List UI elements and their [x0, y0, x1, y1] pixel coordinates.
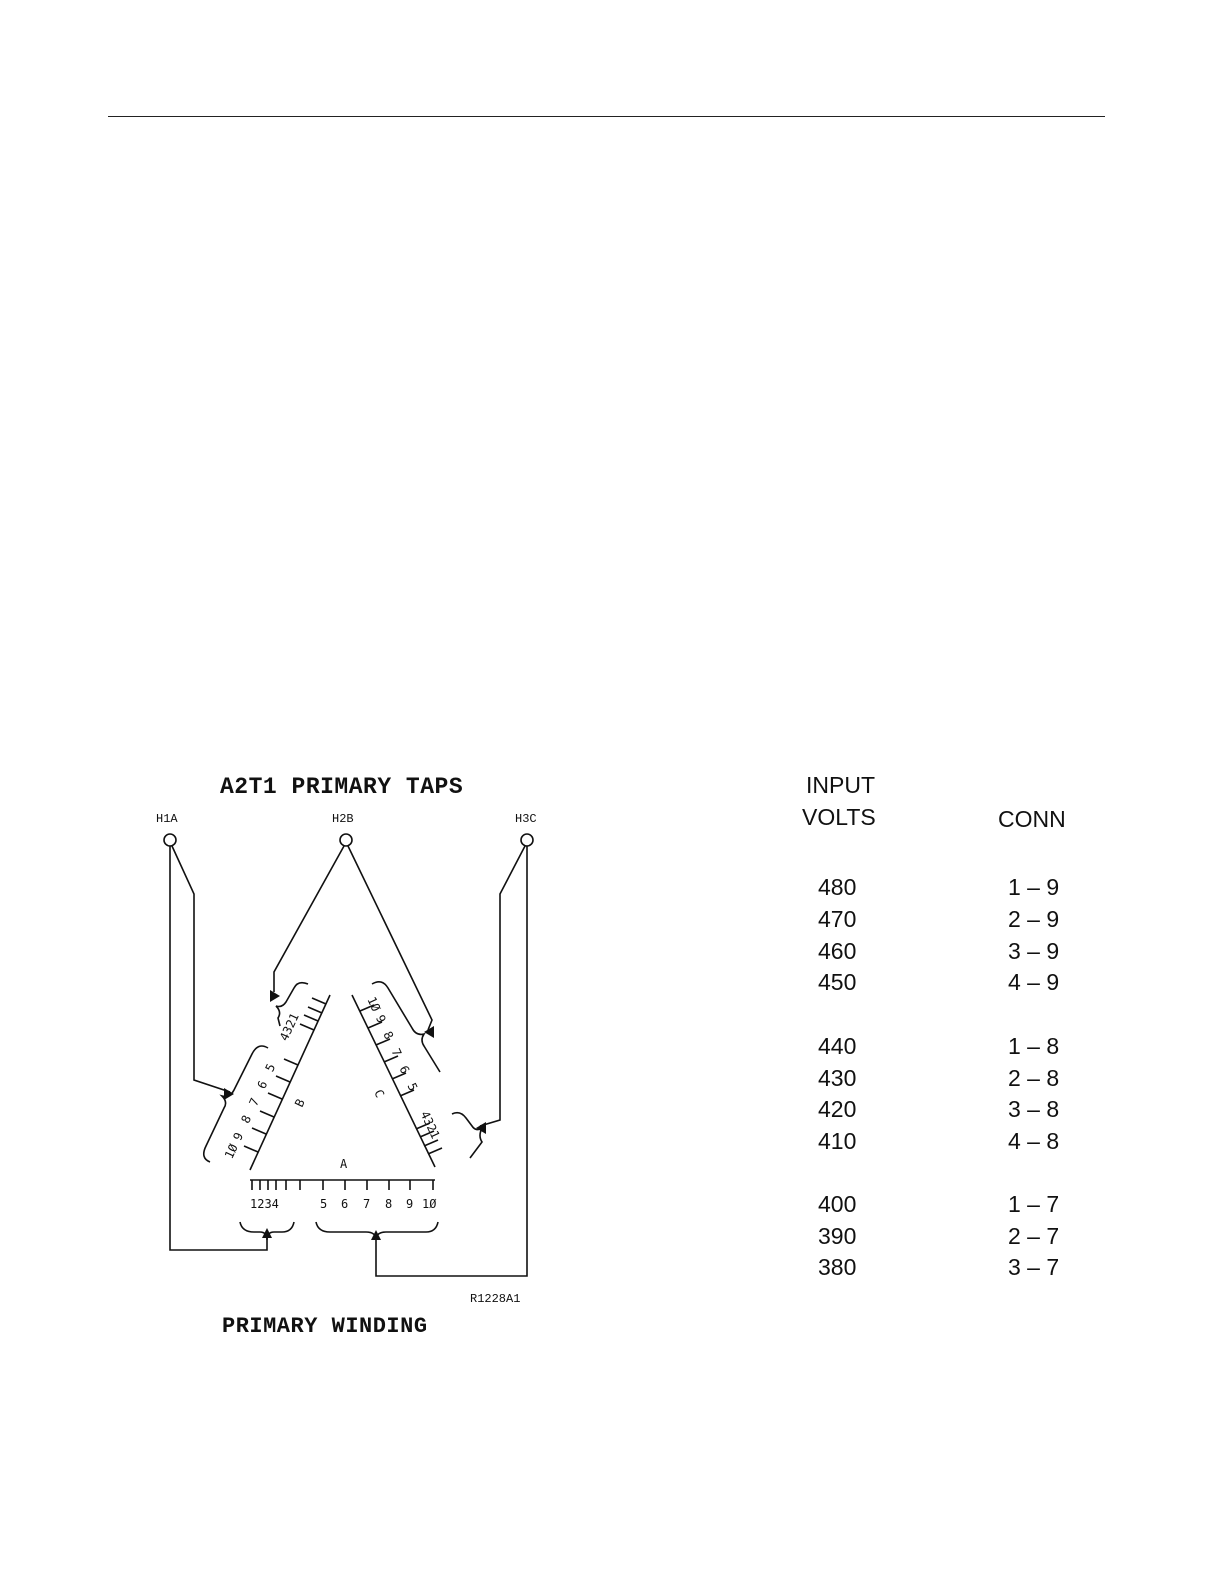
volts-cell: 380 — [818, 1254, 857, 1280]
table-row — [780, 874, 1110, 902]
tap-left-6: 6 — [254, 1078, 271, 1092]
primary-taps-diagram — [130, 770, 570, 1370]
tap-right-6: 6 — [396, 1063, 413, 1076]
diagram-title: A2T1 PRIMARY TAPS — [220, 774, 464, 800]
drawing-code: R1228A1 — [470, 1292, 521, 1306]
volts-cell: 410 — [818, 1128, 857, 1154]
tap-bottom-9: 9 — [406, 1197, 414, 1211]
table-row — [780, 906, 1110, 934]
diagram-footer: PRIMARY WINDING — [222, 1314, 428, 1339]
header-input: INPUT — [806, 772, 875, 798]
volts-cell: 440 — [818, 1033, 857, 1059]
header-volts: VOLTS — [802, 804, 876, 830]
terminal-h2b — [340, 834, 352, 846]
winding-a-ticks — [252, 1180, 433, 1190]
volts-cell: 450 — [818, 969, 857, 995]
winding-b-label: B — [292, 1096, 308, 1110]
volts-cell: 480 — [818, 874, 857, 900]
terminal-h3c-label: H3C — [515, 812, 537, 826]
table-row — [780, 1033, 1110, 1061]
h1a-wire-tap — [172, 846, 230, 1092]
terminal-h1a-label: H1A — [156, 812, 178, 826]
conn-cell: 4 – 9 — [1008, 969, 1060, 995]
arrow-h1a-tap — [224, 1088, 234, 1100]
volts-cell: 460 — [818, 938, 857, 964]
tap-bottom-8: 8 — [385, 1197, 393, 1211]
terminal-h2b-label: H2B — [332, 812, 354, 826]
conn-cell: 2 – 7 — [1008, 1223, 1060, 1249]
tap-bottom-5: 5 — [320, 1197, 328, 1211]
tap-bottom-7: 7 — [363, 1197, 371, 1211]
winding-c-label: C — [371, 1087, 388, 1100]
winding-c — [352, 995, 435, 1167]
arrow-h3c-bottom — [371, 1230, 381, 1240]
header-conn: CONN — [998, 806, 1066, 832]
tap-left-5: 5 — [262, 1061, 279, 1074]
tap-right-7: 7 — [388, 1046, 405, 1059]
table-row — [780, 1065, 1110, 1093]
tap-voltage-table — [780, 770, 1110, 1290]
table-row — [780, 1223, 1110, 1251]
conn-cell: 3 – 9 — [1008, 938, 1060, 964]
tap-bottom-6: 6 — [341, 1197, 349, 1211]
conn-cell: 1 – 8 — [1008, 1033, 1060, 1059]
table-row — [780, 1128, 1110, 1156]
terminal-h1a — [164, 834, 176, 846]
table-row — [780, 969, 1110, 997]
h3c-wire-tap — [480, 846, 525, 1126]
volts-cell: 390 — [818, 1223, 857, 1249]
winding-schematic — [130, 770, 570, 1370]
tap-right-9: 9 — [372, 1012, 389, 1026]
volts-cell: 420 — [818, 1096, 857, 1122]
h2b-wire-right — [348, 846, 432, 1030]
tap-right-8: 8 — [380, 1029, 397, 1042]
taps-bottom-left: 1234 — [250, 1197, 279, 1211]
volts-cell: 430 — [818, 1065, 857, 1091]
tap-right-5: 5 — [404, 1080, 421, 1094]
taps-left-high: 4321 — [276, 1010, 302, 1044]
conn-cell: 1 – 9 — [1008, 874, 1060, 900]
tap-left-10: 1Ø — [221, 1141, 241, 1161]
table-row — [780, 1191, 1110, 1219]
tap-left-9: 9 — [230, 1130, 247, 1143]
terminal-h3c — [521, 834, 533, 846]
taps-right-high: 4321 — [417, 1108, 443, 1141]
table-row — [780, 1254, 1110, 1282]
table-row — [780, 938, 1110, 966]
winding-a-label: A — [340, 1157, 348, 1171]
tap-left-8: 8 — [238, 1113, 255, 1126]
volts-cell: 400 — [818, 1191, 857, 1217]
arrow-h2b-left — [270, 990, 280, 1002]
h2b-wire-left — [274, 846, 344, 992]
h3c-wire-down — [376, 846, 527, 1276]
conn-cell: 4 – 8 — [1008, 1128, 1060, 1154]
header-rule — [108, 116, 1105, 117]
conn-cell: 3 – 7 — [1008, 1254, 1060, 1280]
tap-left-7: 7 — [246, 1095, 263, 1109]
conn-cell: 2 – 8 — [1008, 1065, 1060, 1091]
volts-cell: 470 — [818, 906, 857, 932]
conn-cell: 3 – 8 — [1008, 1096, 1060, 1122]
conn-cell: 2 – 9 — [1008, 906, 1060, 932]
tap-bottom-10: 1Ø — [422, 1197, 437, 1211]
conn-cell: 1 – 7 — [1008, 1191, 1060, 1217]
brace-right-low — [452, 1113, 482, 1158]
tap-right-10: 1Ø — [364, 994, 384, 1014]
table-row — [780, 1096, 1110, 1124]
